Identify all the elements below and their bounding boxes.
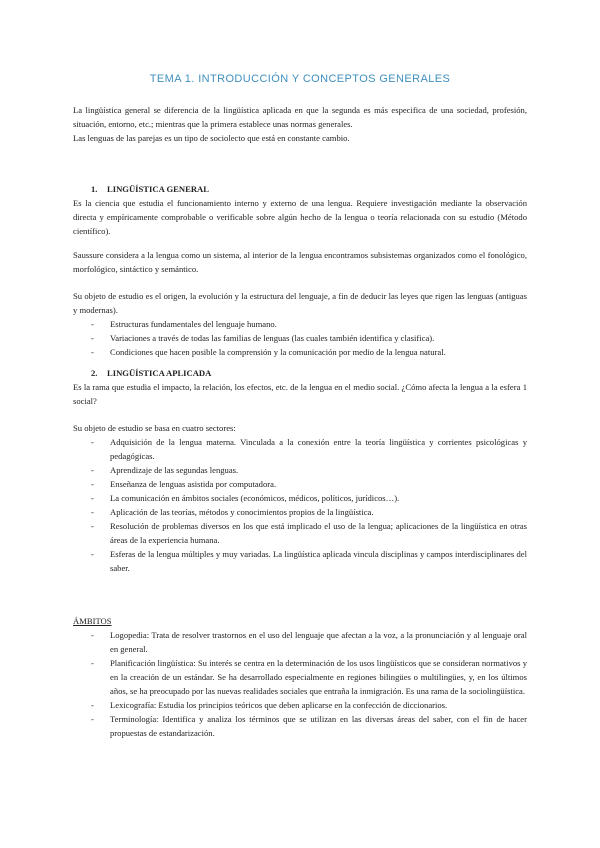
section1-paragraph-1: Es la ciencia que estudia el funcionamiento interno y externo de una lengua. Requiere investigación mediante la observación directa y empíricamente comprobable o verificable sobre algún hecho de la lengua o teoría relacionada con su estudio (Método científico). <box>73 198 527 236</box>
list-item <box>73 656 527 698</box>
list-item-text: La comunicación en ámbitos sociales (económicos, médicos, políticos, jurídicos…). <box>110 493 400 503</box>
section2-paragraph-2: Su objeto de estudio se basa en cuatro sectores: <box>73 423 236 433</box>
list-item <box>73 698 527 712</box>
page-title: TEMA 1. INTRODUCCIÓN Y CONCEPTOS GENERALES <box>149 73 451 85</box>
list-item <box>73 345 527 359</box>
list-item-text: Resolución de problemas diversos en los que está implicado el uso de la lengua; aplicaciones de la lingüística en otras áreas de la experiencia humana. <box>110 521 527 545</box>
list-item <box>73 331 527 345</box>
list-item-text: Aprendizaje de las segundas lenguas. <box>110 465 239 475</box>
list-item <box>73 477 527 491</box>
list-item <box>73 712 527 740</box>
dash-marker: - <box>91 658 94 668</box>
dash-marker: - <box>91 479 94 489</box>
list-item-text: Condiciones que hacen posible la comprensión y la comunicación por medio de la lengua natural. <box>110 347 446 357</box>
section-number: 2. <box>91 368 98 378</box>
section1-paragraph-2-block <box>73 248 527 276</box>
dash-marker: - <box>91 549 94 559</box>
dash-marker: - <box>91 714 94 724</box>
dash-marker: - <box>91 521 94 531</box>
list-item <box>73 435 527 463</box>
list-item <box>73 491 527 505</box>
dash-marker: - <box>91 700 94 710</box>
list-item-text: Variaciones a través de todas las familias de lenguas (las cuales también identifica y clasifica). <box>110 333 435 343</box>
list-item <box>73 463 527 477</box>
dash-marker: - <box>91 319 94 329</box>
dash-marker: - <box>91 630 94 640</box>
section-number: 1. <box>91 184 98 194</box>
intro-paragraph-2: Las lenguas de las parejas es un tipo de sociolecto que está en constante cambio. <box>73 133 350 143</box>
list-item-text: Planificación lingüística: Su interés se centra en la determinación de los usos lingüísticos que se consideran normativos y en la creación de un estándar. Se ha desarrollado especialmente en regiones bilingües o multilingües, y, en los últimos años, se ha preocupado por las nuevas realidades sociales que entraña la inmigración. Es una rama de la sociolingüística. <box>110 658 527 696</box>
section-aplicada <box>73 366 527 408</box>
intro-block <box>73 103 527 145</box>
list-item-text: Esferas de la lengua múltiples y muy variadas. La lingüística aplicada vincula disciplinas y campos interdisciplinares del saber. <box>110 549 527 573</box>
list-item <box>73 505 527 519</box>
dash-marker: - <box>91 347 94 357</box>
section1-list <box>73 317 527 359</box>
ambitos-list <box>73 628 527 740</box>
section2-sectores-block <box>73 421 527 575</box>
list-item-text: Lexicografía: Estudia los principios teóricos que deben aplicarse en la confección de diccionarios. <box>110 700 448 710</box>
list-item-text: Estructuras fundamentales del lenguaje humano. <box>110 319 277 329</box>
list-item-text: Adquisición de la lengua materna. Vinculada a la conexión entre la teoría lingüística y corrientes psicológicas y pedagógicas. <box>110 437 527 461</box>
list-item <box>73 519 527 547</box>
list-item-text: Aplicación de las teorías, métodos y conocimientos propios de la lingüística. <box>110 507 374 517</box>
dash-marker: - <box>91 437 94 447</box>
list-item-text: Terminología: Identifica y analiza los términos que se utilizan en las diversas áreas del saber, con el fin de hacer propuestas de estandarización. <box>110 714 527 738</box>
ambitos-heading: ÁMBITOS <box>73 616 112 626</box>
section1-paragraph-3: Su objeto de estudio es el origen, la evolución y la estructura del lenguaje, a fin de deducir las leyes que rigen las lenguas (antiguas y modernas). <box>73 291 527 315</box>
list-item-text: Logopedia: Trata de resolver trastornos en el uso del lenguaje que afectan a la voz, a la pronunciación y al lenguaje oral en general. <box>110 630 527 654</box>
section2-paragraph-1: Es la rama que estudia el impacto, la relación, los efectos, etc. de la lengua en el medio social. ¿Cómo afecta la lengua a la esfera 1 social? <box>73 382 527 406</box>
list-item <box>73 317 527 331</box>
section-heading-aplicada <box>73 366 527 380</box>
section2-list <box>73 435 527 575</box>
dash-marker: - <box>91 333 94 343</box>
section-general <box>73 182 527 238</box>
intro-paragraph-1: La lingüística general se diferencia de la lingüística aplicada en que la segunda es más especifica de una sociedad, profesión, situación, entorno, etc.; mientras que la primera establece unas normas generales. <box>73 105 527 129</box>
ambitos-block <box>73 614 527 740</box>
section-heading-text: LINGÜÍSTICA APLICADA <box>107 368 212 378</box>
list-item <box>73 628 527 656</box>
section1-objeto-block <box>73 289 527 359</box>
list-item <box>73 547 527 575</box>
section-heading-text: LINGÜÍSTICA GENERAL <box>107 184 209 194</box>
list-item-text: Enseñanza de lenguas asistida por computadora. <box>110 479 277 489</box>
dash-marker: - <box>91 465 94 475</box>
dash-marker: - <box>91 493 94 503</box>
section1-paragraph-2: Saussure considera a la lengua como un sistema, al interior de la lengua encontramos subsistemas organizados como el fonológico, morfológico, sintáctico y semántico. <box>73 250 527 274</box>
dash-marker: - <box>91 507 94 517</box>
section-heading-general <box>73 182 527 196</box>
